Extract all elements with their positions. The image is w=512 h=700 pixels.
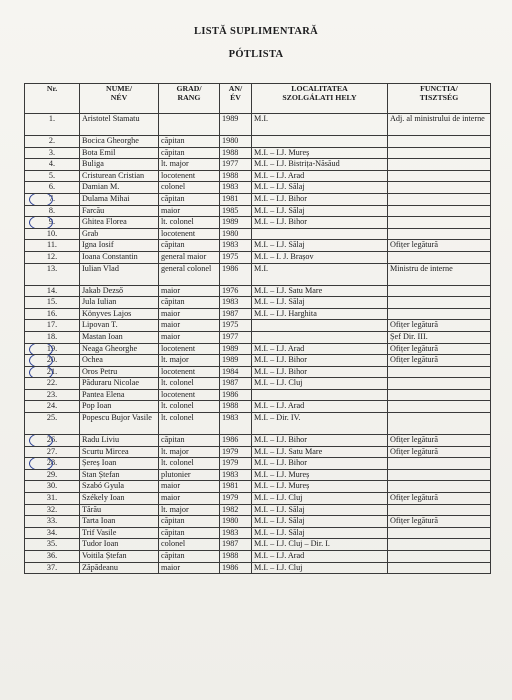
cell-function: Adj. al ministrului de interne: [388, 114, 491, 136]
cell-location: M.I. – I.J. Harghita: [252, 308, 388, 320]
cell-location: M.I. – I.J. Arad: [252, 551, 388, 563]
cell-location: M.I. – I.J. Bihor: [252, 435, 388, 447]
cell-grade: maior: [159, 205, 220, 217]
cell-year: 1977: [220, 159, 252, 171]
cell-function: [388, 170, 491, 182]
cell-name: Igna Iosif: [80, 240, 159, 252]
cell-function: [388, 469, 491, 481]
cell-grade: [159, 114, 220, 136]
table-row: [25, 389, 491, 401]
cell-grade: lt. colonel: [159, 378, 220, 390]
pen-circle-mark: [29, 366, 53, 378]
cell-location: M.I. – I.J. Mureș: [252, 147, 388, 159]
cell-year: 1976: [220, 285, 252, 297]
cell-year: 1980: [220, 136, 252, 148]
cell-year: 1979: [220, 458, 252, 470]
cell-location: [252, 389, 388, 401]
cell-function: Ofițer legătură: [388, 343, 491, 355]
cell-grade: căpitan: [159, 527, 220, 539]
cell-location: [252, 320, 388, 332]
table-row: [25, 355, 491, 367]
cell-name: Pantea Elena: [80, 389, 159, 401]
pen-circle-mark: [29, 343, 53, 355]
cell-nr: 17.: [25, 320, 80, 332]
cell-nr: 9.: [25, 217, 80, 229]
pen-circle-mark: [29, 435, 53, 447]
cell-name: Buliga: [80, 159, 159, 171]
cell-nr: 8.: [25, 205, 80, 217]
cell-name: Tărău: [80, 504, 159, 516]
table-row: [25, 297, 491, 309]
table-row: [25, 527, 491, 539]
cell-year: 1975: [220, 320, 252, 332]
cell-location: M.I. – I.J. Sălaj: [252, 240, 388, 252]
cell-grade: locotenent: [159, 228, 220, 240]
table-row: [25, 378, 491, 390]
table-row: [25, 182, 491, 194]
cell-location: M.I. – I.J. Satu Mare: [252, 446, 388, 458]
cell-year: 1979: [220, 493, 252, 505]
table-row: [25, 147, 491, 159]
cell-name: Stan Ștefan: [80, 469, 159, 481]
cell-function: [388, 297, 491, 309]
cell-location: M.I. – I.J. Cluj – Dir. I.: [252, 539, 388, 551]
pen-circle-mark: [29, 355, 53, 367]
cell-nr: 32.: [25, 504, 80, 516]
cell-grade: căpitan: [159, 147, 220, 159]
cell-nr: 34.: [25, 527, 80, 539]
cell-nr: 25.: [25, 413, 80, 435]
table-row: [25, 217, 491, 229]
cell-year: 1988: [220, 401, 252, 413]
cell-name: Farcău: [80, 205, 159, 217]
cell-location: M.I. – I.J. Arad: [252, 343, 388, 355]
cell-nr: 28.: [25, 458, 80, 470]
cell-nr: 30.: [25, 481, 80, 493]
cell-location: M.I. – I.J. Mureș: [252, 481, 388, 493]
cell-year: 1977: [220, 331, 252, 343]
cell-year: 1983: [220, 527, 252, 539]
cell-location: M.I. – I.J. Bihor: [252, 355, 388, 367]
cell-name: Tudor Ioan: [80, 539, 159, 551]
cell-nr: 12.: [25, 251, 80, 263]
cell-nr: 24.: [25, 401, 80, 413]
cell-name: Lipovan T.: [80, 320, 159, 332]
cell-location: M.I.: [252, 263, 388, 285]
cell-function: [388, 389, 491, 401]
cell-year: 1983: [220, 182, 252, 194]
cell-nr: 35.: [25, 539, 80, 551]
table-row: [25, 263, 491, 285]
table-row: [25, 469, 491, 481]
table-row: [25, 401, 491, 413]
cell-grade: general maior: [159, 251, 220, 263]
cell-location: M.I.: [252, 114, 388, 136]
cell-nr: 15.: [25, 297, 80, 309]
table-row: [25, 159, 491, 171]
cell-year: 1983: [220, 297, 252, 309]
cell-location: M.I. – I. J. Brașov: [252, 251, 388, 263]
cell-grade: lt. major: [159, 446, 220, 458]
cell-location: [252, 228, 388, 240]
cell-name: Păduraru Nicolae: [80, 378, 159, 390]
cell-location: M.I. – I.J. Bihor: [252, 193, 388, 205]
pen-circle-mark: [29, 217, 53, 229]
cell-location: M.I. – I.J. Sălaj: [252, 205, 388, 217]
cell-function: Ofițer legătură: [388, 435, 491, 447]
cell-nr: 14.: [25, 285, 80, 297]
cell-year: 1987: [220, 378, 252, 390]
cell-name: Jula Iulian: [80, 297, 159, 309]
cell-nr: 3.: [25, 147, 80, 159]
cell-grade: lt. major: [159, 355, 220, 367]
cell-grade: lt. colonel: [159, 217, 220, 229]
table-row: [25, 170, 491, 182]
cell-location: M.I. – Dir. IV.: [252, 413, 388, 435]
table-row: [25, 205, 491, 217]
table-row: [25, 114, 491, 136]
cell-year: 1983: [220, 413, 252, 435]
cell-grade: căpitan: [159, 136, 220, 148]
cell-year: 1981: [220, 193, 252, 205]
cell-year: 1980: [220, 228, 252, 240]
pen-circle-mark: [29, 458, 53, 470]
header-functia: FUNCTIA/ TISZTSÉG: [388, 84, 491, 114]
cell-nr: 18.: [25, 331, 80, 343]
table-row: [25, 551, 491, 563]
cell-location: M.I. – I.J. Arad: [252, 170, 388, 182]
cell-location: M.I. – I.J. Mureș: [252, 469, 388, 481]
cell-function: [388, 562, 491, 574]
cell-location: M.I. – I.J. Cluj: [252, 378, 388, 390]
cell-location: M.I. – I.J. Cluj: [252, 493, 388, 505]
cell-grade: lt. colonel: [159, 413, 220, 435]
cell-name: Ghitea Florea: [80, 217, 159, 229]
table-row: [25, 493, 491, 505]
document-subtitle: PÓTLISTA: [228, 49, 284, 60]
cell-function: [388, 378, 491, 390]
cell-location: M.I. – I.J. Sălaj: [252, 504, 388, 516]
cell-year: 1985: [220, 205, 252, 217]
pen-circle-mark: [29, 193, 53, 205]
cell-function: Ofițer legătură: [388, 516, 491, 528]
cell-nr: 13.: [25, 263, 80, 285]
cell-nr: 33.: [25, 516, 80, 528]
cell-nr: 5.: [25, 170, 80, 182]
cell-grade: maior: [159, 285, 220, 297]
table-row: [25, 136, 491, 148]
cell-function: Ofițer legătură: [388, 355, 491, 367]
cell-function: [388, 458, 491, 470]
cell-location: M.I. – I.J. Arad: [252, 401, 388, 413]
cell-name: Trif Vasile: [80, 527, 159, 539]
cell-name: Grab: [80, 228, 159, 240]
header-localitatea: LOCALITATEA SZOLGÁLATI HELY: [252, 84, 388, 114]
cell-name: Pop Ioan: [80, 401, 159, 413]
cell-function: Ministru de interne: [388, 263, 491, 285]
cell-location: M.I. – I.J. Sălaj: [252, 182, 388, 194]
cell-function: [388, 147, 491, 159]
cell-grade: lt. major: [159, 159, 220, 171]
table-row: [25, 343, 491, 355]
cell-year: 1981: [220, 481, 252, 493]
cell-nr: 23.: [25, 389, 80, 401]
cell-grade: lt. colonel: [159, 401, 220, 413]
cell-function: [388, 285, 491, 297]
cell-name: Radu Liviu: [80, 435, 159, 447]
cell-nr: 1.: [25, 114, 80, 136]
cell-year: 1986: [220, 435, 252, 447]
cell-nr: 21.: [25, 366, 80, 378]
table-row: [25, 458, 491, 470]
cell-grade: maior: [159, 320, 220, 332]
table-row: [25, 331, 491, 343]
cell-name: Bota Emil: [80, 147, 159, 159]
cell-name: Voitila Ștefan: [80, 551, 159, 563]
cell-location: [252, 136, 388, 148]
cell-grade: căpitan: [159, 193, 220, 205]
cell-nr: 7.: [25, 193, 80, 205]
cell-name: Szabó Gyula: [80, 481, 159, 493]
cell-nr: 16.: [25, 308, 80, 320]
header-grad: GRAD/ RANG: [159, 84, 220, 114]
cell-location: M.I. – I.J. Sălaj: [252, 516, 388, 528]
table-row: [25, 251, 491, 263]
cell-year: 1989: [220, 217, 252, 229]
cell-name: Ochea: [80, 355, 159, 367]
cell-grade: maior: [159, 308, 220, 320]
cell-grade: maior: [159, 562, 220, 574]
cell-function: [388, 182, 491, 194]
cell-function: [388, 136, 491, 148]
cell-grade: maior: [159, 331, 220, 343]
cell-year: 1975: [220, 251, 252, 263]
cell-grade: căpitan: [159, 516, 220, 528]
cell-function: Ofițer legătură: [388, 446, 491, 458]
cell-nr: 11.: [25, 240, 80, 252]
cell-grade: lt. colonel: [159, 458, 220, 470]
cell-grade: căpitan: [159, 240, 220, 252]
cell-location: M.I. – I.J. Bihor: [252, 366, 388, 378]
cell-name: Oros Petru: [80, 366, 159, 378]
cell-function: [388, 539, 491, 551]
table-row: [25, 516, 491, 528]
header-nr: Nr.: [25, 84, 80, 114]
cell-name: Székely Ioan: [80, 493, 159, 505]
cell-name: Könyves Lajos: [80, 308, 159, 320]
cell-nr: 27.: [25, 446, 80, 458]
table-row: [25, 413, 491, 435]
cell-grade: căpitan: [159, 435, 220, 447]
cell-year: 1989: [220, 343, 252, 355]
document-title: LISTĂ SUPLIMENTARĂ: [194, 26, 318, 37]
header-an: AN/ ÉV: [220, 84, 252, 114]
cell-name: Tarta Ioan: [80, 516, 159, 528]
cell-location: M.I. – I.J. Bihor: [252, 217, 388, 229]
cell-function: [388, 413, 491, 435]
cell-nr: 29.: [25, 469, 80, 481]
table-row: [25, 562, 491, 574]
cell-grade: locotenent: [159, 343, 220, 355]
cell-function: [388, 251, 491, 263]
table-row: [25, 504, 491, 516]
cell-name: Aristotel Stamatu: [80, 114, 159, 136]
cell-nr: 4.: [25, 159, 80, 171]
cell-nr: 36.: [25, 551, 80, 563]
cell-function: [388, 366, 491, 378]
cell-name: Scurtu Mircea: [80, 446, 159, 458]
cell-name: Șereș Ioan: [80, 458, 159, 470]
cell-year: 1982: [220, 504, 252, 516]
table-row: [25, 240, 491, 252]
table-body: [25, 114, 491, 574]
cell-location: [252, 331, 388, 343]
cell-function: Șef Dir. III.: [388, 331, 491, 343]
table-row: [25, 539, 491, 551]
cell-grade: locotenent: [159, 366, 220, 378]
table-row: [25, 446, 491, 458]
cell-year: 1987: [220, 539, 252, 551]
cell-nr: 22.: [25, 378, 80, 390]
table-row: [25, 320, 491, 332]
cell-nr: 2.: [25, 136, 80, 148]
cell-year: 1989: [220, 355, 252, 367]
cell-year: 1984: [220, 366, 252, 378]
cell-name: Dulama Mihai: [80, 193, 159, 205]
cell-name: Ioana Constantin: [80, 251, 159, 263]
cell-grade: maior: [159, 493, 220, 505]
cell-function: [388, 551, 491, 563]
cell-grade: căpitan: [159, 551, 220, 563]
cell-function: [388, 308, 491, 320]
cell-function: [388, 481, 491, 493]
cell-location: M.I. – I.J. Bihor: [252, 458, 388, 470]
cell-name: Neaga Gheorghe: [80, 343, 159, 355]
personnel-table: [24, 83, 491, 574]
cell-function: [388, 504, 491, 516]
cell-name: Cristurean Cristian: [80, 170, 159, 182]
cell-location: M.I. – I.J. Cluj: [252, 562, 388, 574]
cell-name: Jakab Dezső: [80, 285, 159, 297]
cell-grade: lt. major: [159, 504, 220, 516]
cell-nr: 31.: [25, 493, 80, 505]
cell-function: [388, 193, 491, 205]
cell-grade: colonel: [159, 182, 220, 194]
cell-function: [388, 527, 491, 539]
cell-year: 1989: [220, 114, 252, 136]
cell-location: M.I. – I.J. Sălaj: [252, 527, 388, 539]
cell-function: Ofițer legătură: [388, 320, 491, 332]
cell-year: 1986: [220, 562, 252, 574]
cell-name: Bocica Gheorghe: [80, 136, 159, 148]
cell-nr: 10.: [25, 228, 80, 240]
cell-year: 1988: [220, 170, 252, 182]
cell-name: Mastan Ioan: [80, 331, 159, 343]
cell-function: [388, 205, 491, 217]
table-header-row: [25, 84, 491, 114]
header-nume: NUME/ NÉV: [80, 84, 159, 114]
cell-function: [388, 159, 491, 171]
table-row: [25, 481, 491, 493]
cell-year: 1980: [220, 516, 252, 528]
table-row: [25, 193, 491, 205]
cell-year: 1986: [220, 263, 252, 285]
table-row: [25, 285, 491, 297]
cell-nr: 6.: [25, 182, 80, 194]
cell-name: Damian M.: [80, 182, 159, 194]
cell-grade: general colonel: [159, 263, 220, 285]
cell-nr: 19.: [25, 343, 80, 355]
table-row: [25, 366, 491, 378]
cell-function: [388, 217, 491, 229]
cell-function: Ofițer legătură: [388, 493, 491, 505]
cell-function: [388, 401, 491, 413]
cell-name: Zăpădeanu: [80, 562, 159, 574]
cell-year: 1983: [220, 240, 252, 252]
cell-function: Ofițer legătură: [388, 240, 491, 252]
cell-year: 1988: [220, 147, 252, 159]
cell-name: Iulian Vlad: [80, 263, 159, 285]
cell-nr: 26.: [25, 435, 80, 447]
table-row: [25, 435, 491, 447]
cell-grade: maior: [159, 481, 220, 493]
cell-year: 1986: [220, 389, 252, 401]
cell-grade: plutonier: [159, 469, 220, 481]
cell-grade: căpitan: [159, 297, 220, 309]
cell-nr: 37.: [25, 562, 80, 574]
cell-location: M.I. – I.J. Sălaj: [252, 297, 388, 309]
cell-location: M.I. – I.J. Satu Mare: [252, 285, 388, 297]
cell-nr: 20.: [25, 355, 80, 367]
cell-grade: locotenent: [159, 389, 220, 401]
cell-location: M.I. – I.J. Bistrița-Năsăud: [252, 159, 388, 171]
cell-year: 1987: [220, 308, 252, 320]
cell-year: 1988: [220, 551, 252, 563]
table-row: [25, 228, 491, 240]
cell-function: [388, 228, 491, 240]
cell-year: 1979: [220, 446, 252, 458]
cell-grade: locotenent: [159, 170, 220, 182]
cell-grade: colonel: [159, 539, 220, 551]
cell-year: 1983: [220, 469, 252, 481]
table-row: [25, 308, 491, 320]
cell-name: Popescu Bujor Vasile: [80, 413, 159, 435]
